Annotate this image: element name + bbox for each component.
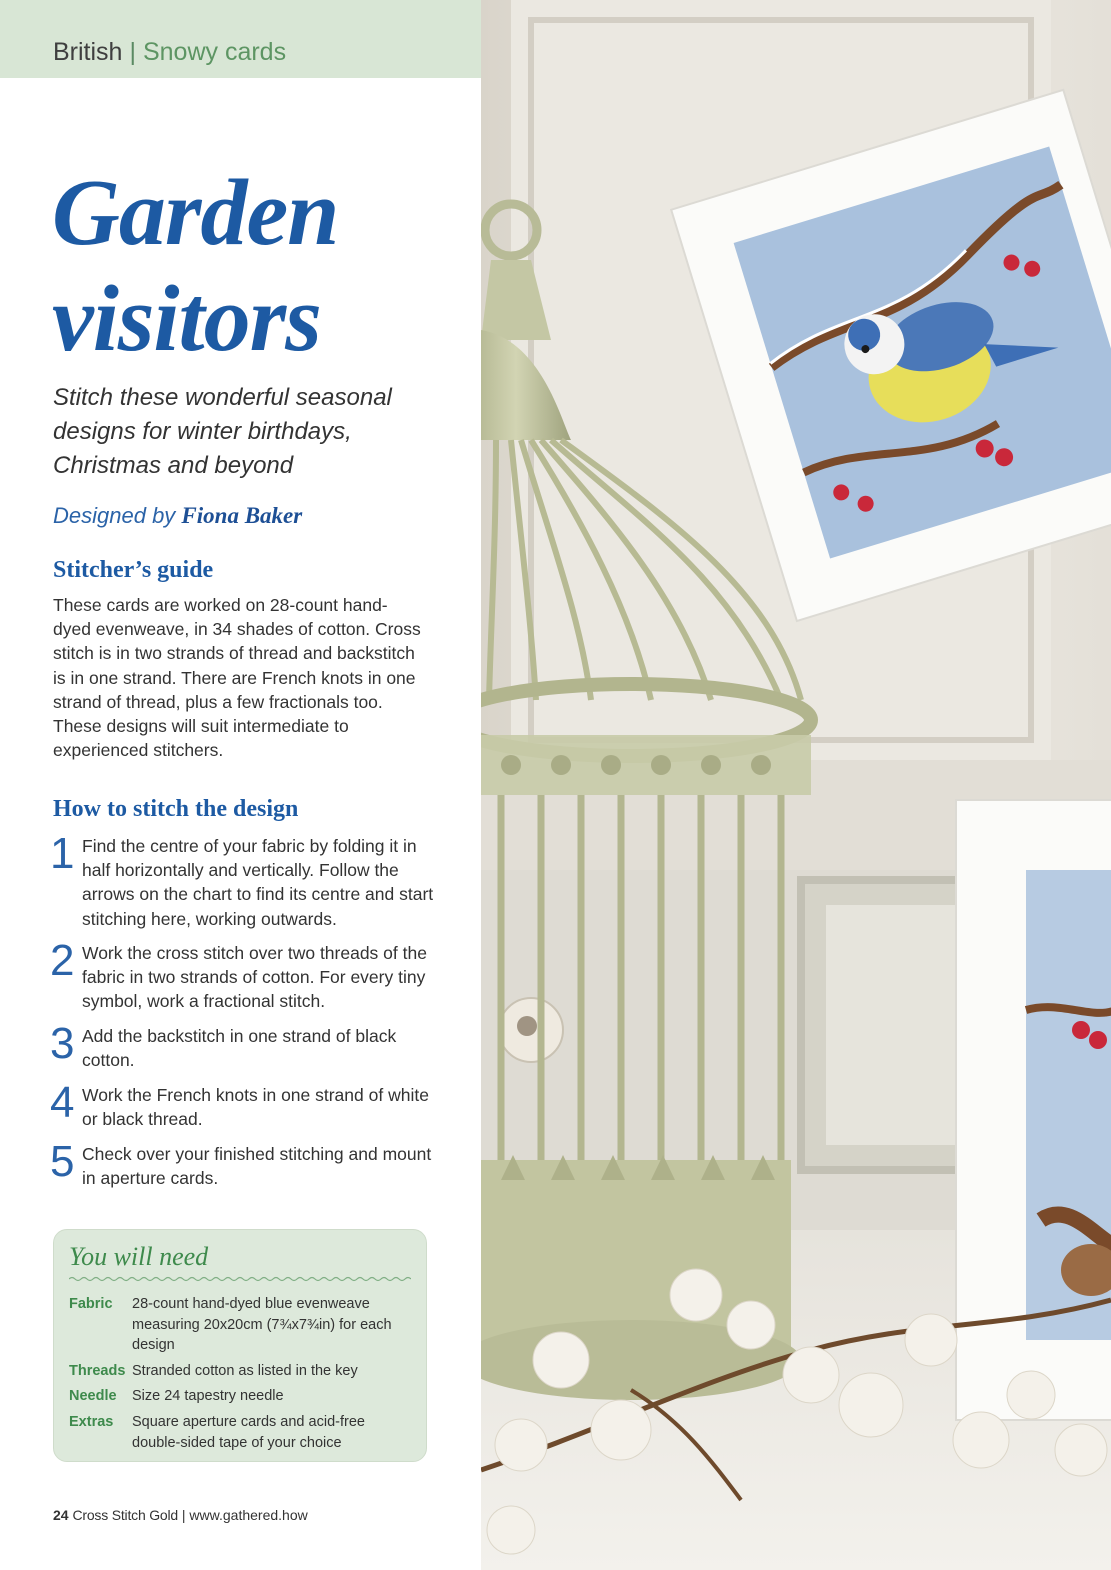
text-column [0, 0, 481, 1570]
section-name: British [53, 38, 123, 66]
how-to-heading: How to stitch the design [53, 796, 299, 822]
step-text: Work the cross stitch over two threads of the fabric in two strands of cotton. For every tiny symbol, work a fractional stitch. [82, 943, 427, 1012]
page-number: 24 [53, 1507, 69, 1523]
wavy-divider-icon [69, 1276, 411, 1282]
step-number: 2 [50, 936, 75, 985]
need-key: Needle [69, 1388, 117, 1404]
need-key: Fabric [69, 1296, 113, 1312]
byline-prefix: Designed by [53, 503, 182, 528]
stitchers-guide-text: These cards are worked on 28-count hand-dyed evenweave, in 34 shades of cotton. Cross stitch is in two strands of thread and backstitch is in one strand. There are French knots in one strand of thread, plus a few fractionals too. These designs will suit intermediate to experienced stitchers. [53, 595, 421, 761]
step-number: 4 [50, 1078, 75, 1127]
standfirst: Stitch these wonderful seasonal designs for winter birthdays, Christmas and beyond [53, 384, 392, 479]
step-number: 3 [50, 1019, 75, 1068]
step-number: 1 [50, 829, 75, 878]
designer-name: Fiona Baker [181, 503, 303, 528]
website-url: www.gathered.how [189, 1507, 308, 1523]
byline [53, 503, 302, 529]
article-title [52, 160, 338, 372]
page-footer [53, 1507, 308, 1523]
step-text: Add the backstitch in one strand of black cotton. [82, 1026, 397, 1071]
you-will-need-box [53, 1229, 427, 1462]
need-value: 28-count hand-dyed blue evenweave measuring 20x20cm (7¾x7¾in) for each design [132, 1296, 392, 1353]
need-value: Square aperture cards and acid-free double-sided tape of your choice [132, 1414, 365, 1451]
need-value: Stranded cotton as listed in the key [132, 1363, 358, 1379]
section-separator: | [129, 38, 136, 66]
footer-separator: | [181, 1507, 186, 1523]
need-value: Size 24 tapestry needle [132, 1388, 284, 1404]
you-will-need-title: You will need [69, 1242, 209, 1271]
step-text: Check over your finished stitching and mount in aperture cards. [82, 1144, 432, 1189]
magazine-name: Cross Stitch Gold [72, 1507, 178, 1523]
step-text: Find the centre of your fabric by folding it in half horizontally and vertically. Follow the arrows on the chart to find its centre and start stitching here, working outwards. [82, 836, 434, 929]
step-text: Work the French knots in one strand of white or black thread. [82, 1085, 429, 1130]
title-line-1: Garden [52, 161, 339, 265]
section-header [0, 0, 481, 78]
photo-birdcage-cards [481, 0, 1111, 1570]
section-label [53, 38, 286, 67]
need-key: Extras [69, 1414, 114, 1430]
subsection-name: Snowy cards [142, 38, 287, 66]
stitchers-guide-heading: Stitcher’s guide [53, 557, 214, 583]
step-number: 5 [50, 1137, 75, 1186]
photo-illustration [481, 0, 1111, 1570]
need-key: Threads [69, 1363, 126, 1379]
title-line-2: visitors [52, 267, 321, 371]
